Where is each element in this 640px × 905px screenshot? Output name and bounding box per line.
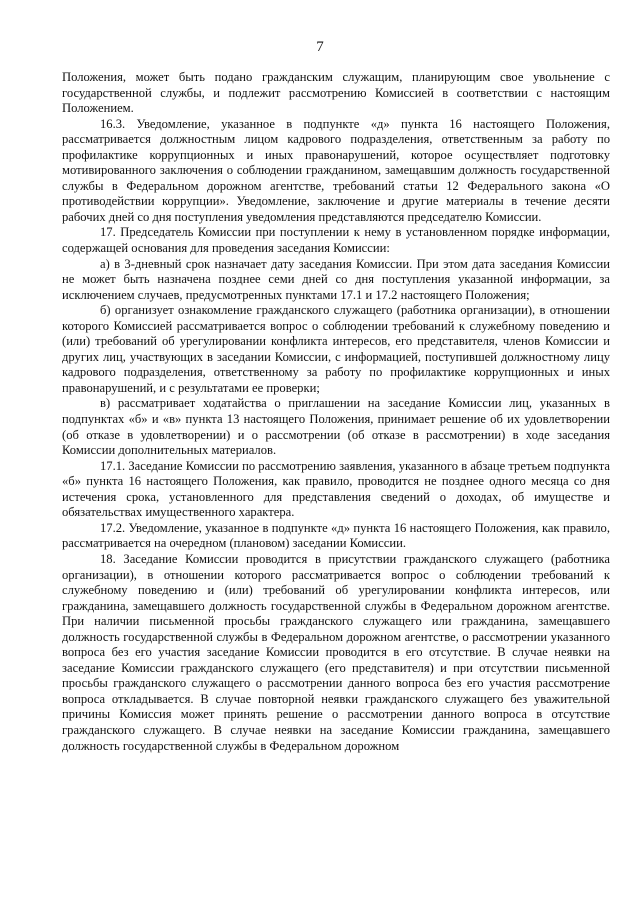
- paragraph-17-1: 17.1. Заседание Комиссии по рассмотрению заявления, указанного в абзаце третьем подпункта «б» пункта 16 настоящего Положения, как правило, проводится не позднее одного месяца со дня истечения срока, установленного для представления сведений о доходах, об имуществе и обязательствах имущественного характера.: [62, 458, 610, 520]
- paragraph-16-3: 16.3. Уведомление, указанное в подпункте «д» пункта 16 настоящего Положения, рассматривается должностным лицом кадрового подразделения, ответственным за работу по профилактике коррупционных и иных правонарушений, которое осуществляет подготовку мотивированного заключения о соблюдении гражданином, замещавшим должность государственной службы в Федеральном дорожном агентстве, требований статьи 12 Федерального закона «О противодействии коррупции». Уведомление, заключение и другие материалы в течение десяти рабочих дней со дня поступления уведомления представляются председателю Комиссии.: [62, 116, 610, 224]
- document-body: [62, 70, 610, 754]
- paragraph-continuation: Положения, может быть подано гражданским служащим, планирующим свое увольнение с государственной службы, и подлежит рассмотрению Комиссией в соответствии с настоящим Положением.: [62, 70, 610, 116]
- page-number: 7: [316, 39, 324, 55]
- paragraph-17-2: 17.2. Уведомление, указанное в подпункте «д» пункта 16 настоящего Положения, как правило, рассматривается на очередном (плановом) заседании Комиссии.: [62, 520, 610, 551]
- paragraph-17-a: а) в 3-дневный срок назначает дату заседания Комиссии. При этом дата заседания Комиссии не может быть назначена позднее семи дней со дня поступления указанной информации, за исключением случаев, предусмотренных пунктами 17.1 и 17.2 настоящего Положения;: [62, 256, 610, 302]
- paragraph-17-b: б) организует ознакомление гражданского служащего (работника организации), в отношении которого Комиссией рассматривается вопрос о соблюдении требований к служебному поведению и (или) требований об урегулировании конфликта интересов, его представителя, членов Комиссии и других лиц, участвующих в заседании Комиссии, с информацией, поступившей должностному лицу кадрового подразделения, ответственному за работу по профилактике коррупционных и иных правонарушений, и с результатами ее проверки;: [62, 303, 610, 395]
- paragraph-17: 17. Председатель Комиссии при поступлении к нему в установленном порядке информации, содержащей основания для проведения заседания Комиссии:: [62, 225, 610, 256]
- paragraph-18: 18. Заседание Комиссии проводится в присутствии гражданского служащего (работника организации), в отношении которого рассматривается вопрос о соблюдении требований к служебному поведению и (или) требований об урегулировании конфликта интересов, или гражданина, замещавшего должность государственной службы в Федеральном дорожном агентстве. При наличии письменной просьбы гражданского служащего или гражданина, замещавшего должность государственной службы в Федеральном дорожном агентстве, о рассмотрении указанного вопроса без его участия заседание Комиссии проводится в его отсутствие. В случае неявки на заседание Комиссии гражданского служащего (его представителя) и при отсутствии письменной просьбы гражданского служащего о рассмотрении данного вопроса без его участия рассмотрение вопроса откладывается. В случае повторной неявки гражданского служащего без уважительной причины Комиссия может принять решение о рассмотрении данного вопроса в отсутствие гражданского служащего. В случае неявки на заседание Комиссии гражданина, замещавшего должность государственной службы в Федеральном дорожном: [62, 551, 610, 753]
- paragraph-17-v: в) рассматривает ходатайства о приглашении на заседание Комиссии лиц, указанных в подпунктах «б» и «в» пункта 13 настоящего Положения, принимает решение об их удовлетворении (об отказе в удовлетворении) и о рассмотрении (об отказе в рассмотрении) в ходе заседания Комиссии дополнительных материалов.: [62, 396, 610, 458]
